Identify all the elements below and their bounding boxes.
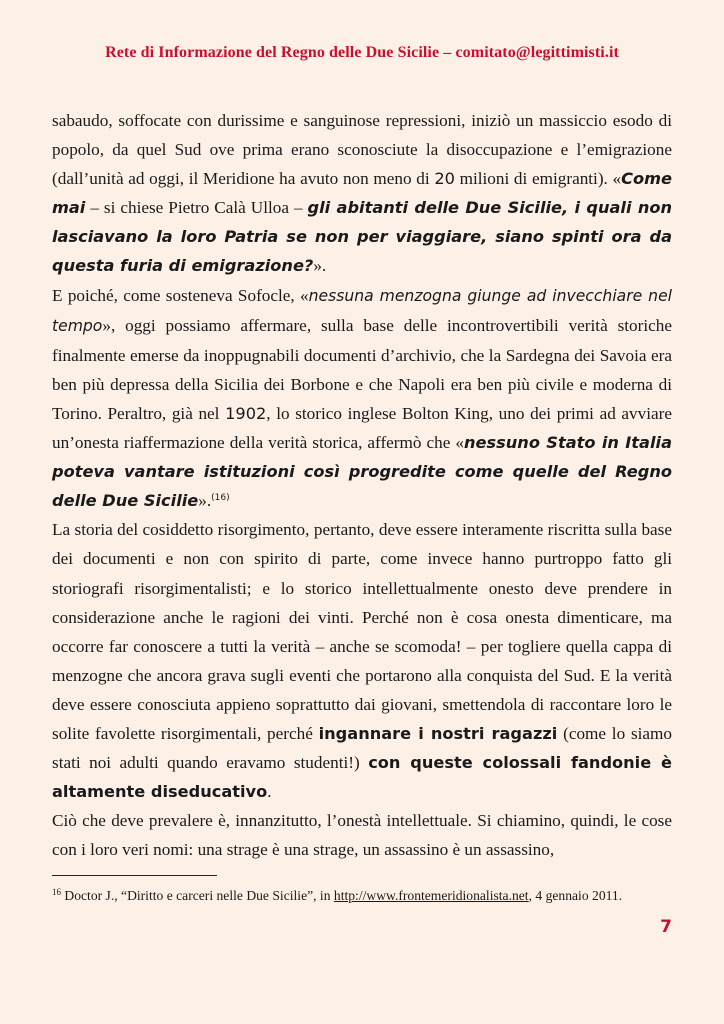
paragraph-sofocle <box>52 281 672 516</box>
text: ». <box>313 256 327 276</box>
paragraph-onesta <box>52 806 672 864</box>
quote-italic: nessuna menzogna giunge ad invecchiare nel tempo <box>52 286 672 335</box>
number: 20 <box>434 169 455 189</box>
text: Ciò che deve prevalere è, innanzitutto, l’onestà intellettuale. Si chiamino, quindi, le cose con i loro veri nomi: una strage è una strage, un assassino è un assassino, <box>52 811 672 860</box>
footnote-number: 16 <box>52 887 61 897</box>
footnote-reference[interactable]: (16) <box>211 493 230 504</box>
paragraph-risorgimento <box>52 515 672 806</box>
footnote-date: , 4 gennaio 2011. <box>528 888 623 903</box>
text: ». <box>198 491 212 511</box>
text: . <box>267 782 272 802</box>
paragraph-emigration <box>52 106 672 281</box>
text: milioni di emigranti). « <box>454 169 622 189</box>
text: E poiché, come sosteneva Sofocle, « <box>52 285 309 305</box>
text: , lo storico inglese Bolton King, uno dei primi ad avviare un’onesta riaffermazione della verità storica, affermò che « <box>52 403 672 453</box>
text: – si chiese Pietro Calà Ulloa – <box>85 198 308 218</box>
text: (come lo siamo stati noi adulti quando eravamo studenti!) <box>52 723 672 773</box>
footnote-text: Doctor J., “Diritto e carceri nelle Due Sicilie”, in <box>61 888 334 903</box>
text: », oggi possiamo affermare, sulla base delle incontrovertibili verità storiche finalmente emerse da inoppugnabili documenti d’archivio, che la Sardegna dei Savoia era ben più depressa della Sicilia dei Borbone e che Napoli era ben più civile e moderna di Torino. Peraltro, già nel <box>52 315 672 423</box>
body-text <box>52 106 672 864</box>
quote-bold-italic: gli abitanti delle Due Sicilie, i quali non lasciavano la loro Patria se non per viaggiare, siano spinti ora da questa furia di emigrazione? <box>52 198 672 276</box>
footnote <box>52 883 672 905</box>
quote-bold-italic: Come mai <box>52 169 672 218</box>
bold-text: con queste colossali fandonie è altamente diseducativo <box>52 753 672 802</box>
bold-text: ingannare i nostri ragazzi <box>318 723 558 743</box>
page-number: 7 <box>660 917 672 937</box>
year: 1902 <box>225 403 267 423</box>
running-header: Rete di Informazione del Regno delle Due Sicilie – comitato@legittimisti.it <box>105 44 619 61</box>
quote-bold-italic: nessuno Stato in Italia poteva vantare istituzioni così progredite come quelle del Regno delle Due Sicilie <box>52 433 672 511</box>
footnote-link[interactable]: http://www.frontemeridionalista.net <box>333 888 529 903</box>
text: sabaudo, soffocate con durissime e sanguinose repressioni, iniziò un massiccio esodo di popolo, da quel Sud ove prima erano sconosciute la disoccupazione e l’emigrazione (dall’unità ad oggi, il Meridione ha avuto non meno di <box>52 111 672 189</box>
footnote-divider <box>52 875 217 876</box>
text: La storia del cosiddetto risorgimento, pertanto, deve essere interamente riscritta sulla base dei documenti e non con spirito di parte, come invece hanno purtroppo fatto gli storiografi risorgimentalisti; e lo storico intellettualmente onesto deve prendere in considerazione anche le ragioni dei vinti. Perché non è cosa onesta dimenticare, ma occorre far conoscere a tutti la verità – anche se scomoda! – per togliere quella cappa di menzogne che ancora grava sugli eventi che portarono alla conquista del Sud. E la verità deve essere conosciuta appieno soprattutto dai giovani, smettendola di raccontare loro le solite favolette risorgimentali, perché <box>52 520 672 743</box>
